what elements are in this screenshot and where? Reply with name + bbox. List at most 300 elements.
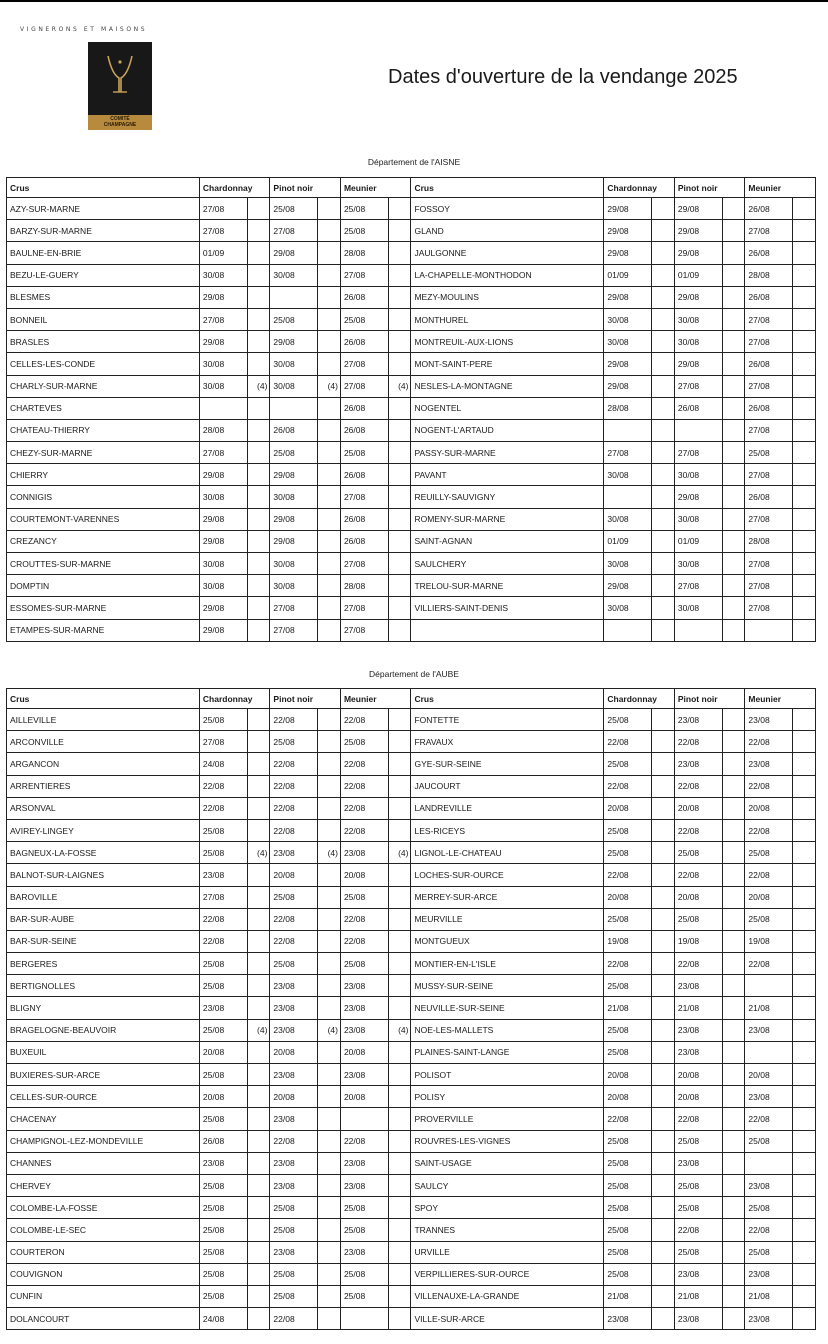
meunier-note	[388, 864, 411, 886]
meunier-date: 22/08	[340, 709, 388, 731]
pinot-note	[318, 864, 341, 886]
table-row	[7, 753, 816, 775]
meunier-date: 26/08	[745, 397, 793, 419]
pinot-note	[722, 1152, 745, 1174]
cru-name: MONT-SAINT-PERE	[411, 353, 604, 375]
meunier-date: 23/08	[340, 1019, 388, 1041]
chardonnay-date: 27/08	[199, 308, 247, 330]
pinot-date: 25/08	[674, 1174, 722, 1196]
pinot-date: 25/08	[674, 1241, 722, 1263]
cru-name: ESSOMES-SUR-MARNE	[7, 597, 200, 619]
chardonnay-date	[604, 486, 652, 508]
meunier-date: 26/08	[340, 286, 388, 308]
pinot-date: 22/08	[674, 819, 722, 841]
chardonnay-date: 29/08	[199, 331, 247, 353]
chardonnay-date: 25/08	[604, 1174, 652, 1196]
cru-name: CUNFIN	[7, 1285, 200, 1307]
cru-name: SAINT-AGNAN	[411, 530, 604, 552]
column-header-crus: Crus	[411, 178, 604, 198]
table-row	[7, 908, 816, 930]
column-header-meunier: Meunier	[745, 689, 816, 709]
meunier-date: 28/08	[340, 242, 388, 264]
meunier-note	[793, 1086, 816, 1108]
chardonnay-note	[247, 331, 270, 353]
meunier-date: 20/08	[745, 797, 793, 819]
chardonnay-note	[652, 419, 675, 441]
cru-name: POLISOT	[411, 1064, 604, 1086]
meunier-note	[793, 1130, 816, 1152]
chardonnay-note	[652, 1064, 675, 1086]
table-row	[7, 842, 816, 864]
meunier-date: 27/08	[745, 508, 793, 530]
pinot-date: 22/08	[270, 1130, 318, 1152]
chardonnay-date: 29/08	[199, 508, 247, 530]
pinot-date: 23/08	[270, 975, 318, 997]
meunier-date: 25/08	[340, 1263, 388, 1285]
pinot-note	[318, 908, 341, 930]
chardonnay-date: 01/09	[604, 530, 652, 552]
meunier-note	[388, 1197, 411, 1219]
pinot-date: 30/08	[674, 553, 722, 575]
cru-name: CHAMPIGNOL-LEZ-MONDEVILLE	[7, 1130, 200, 1152]
meunier-date: 26/08	[745, 242, 793, 264]
chardonnay-note	[652, 1086, 675, 1108]
pinot-note	[722, 597, 745, 619]
cru-name: BAGNEUX-LA-FOSSE	[7, 842, 200, 864]
chardonnay-note	[247, 753, 270, 775]
pinot-note	[318, 1041, 341, 1063]
pinot-note	[722, 997, 745, 1019]
meunier-note	[388, 508, 411, 530]
pinot-date: 25/08	[270, 953, 318, 975]
table-row	[7, 709, 816, 731]
cru-name: URVILLE	[411, 1241, 604, 1263]
cru-name: BEZU-LE-GUERY	[7, 264, 200, 286]
cru-name: FRAVAUX	[411, 731, 604, 753]
table-row	[7, 1130, 816, 1152]
meunier-note	[388, 709, 411, 731]
meunier-note	[793, 353, 816, 375]
meunier-note	[388, 486, 411, 508]
meunier-note	[388, 930, 411, 952]
meunier-note	[793, 597, 816, 619]
chardonnay-note	[652, 619, 675, 641]
meunier-date: 26/08	[340, 419, 388, 441]
chardonnay-note	[247, 1174, 270, 1196]
meunier-date: 22/08	[340, 908, 388, 930]
cru-name: MERREY-SUR-ARCE	[411, 886, 604, 908]
table-row	[7, 1019, 816, 1041]
meunier-date: 27/08	[340, 264, 388, 286]
meunier-note	[793, 375, 816, 397]
chardonnay-note	[247, 997, 270, 1019]
chardonnay-note	[652, 442, 675, 464]
meunier-note	[793, 731, 816, 753]
meunier-date: 28/08	[745, 530, 793, 552]
meunier-note	[388, 1086, 411, 1108]
chardonnay-note	[652, 1197, 675, 1219]
pinot-date: 29/08	[674, 353, 722, 375]
chardonnay-note	[652, 242, 675, 264]
cru-name: MEURVILLE	[411, 908, 604, 930]
cru-name: PROVERVILLE	[411, 1108, 604, 1130]
chardonnay-note	[247, 731, 270, 753]
page-title: Dates d'ouverture de la vendange 2025	[388, 66, 738, 88]
column-header-pinot: Pinot noir	[674, 689, 745, 709]
table-row	[7, 575, 816, 597]
meunier-date: 27/08	[340, 597, 388, 619]
chardonnay-date: 25/08	[604, 1130, 652, 1152]
pinot-note	[318, 419, 341, 441]
cru-name: VILLE-SUR-ARCE	[411, 1308, 604, 1330]
meunier-note	[793, 908, 816, 930]
chardonnay-date: 27/08	[199, 886, 247, 908]
cru-name	[411, 619, 604, 641]
meunier-date: 26/08	[745, 353, 793, 375]
cru-name: BAROVILLE	[7, 886, 200, 908]
table-row	[7, 419, 816, 441]
meunier-date: 23/08	[745, 1086, 793, 1108]
meunier-date: 21/08	[745, 997, 793, 1019]
chardonnay-note	[247, 1219, 270, 1241]
chardonnay-date: 30/08	[199, 264, 247, 286]
pinot-note	[318, 198, 341, 220]
cru-name: BRASLES	[7, 331, 200, 353]
meunier-note	[388, 1174, 411, 1196]
pinot-date: 25/08	[674, 1197, 722, 1219]
pinot-note	[318, 597, 341, 619]
pinot-date: 20/08	[674, 797, 722, 819]
meunier-date: 26/08	[745, 198, 793, 220]
meunier-date: 25/08	[340, 198, 388, 220]
chardonnay-note	[652, 486, 675, 508]
cru-name: MONTHUREL	[411, 308, 604, 330]
chardonnay-date: 22/08	[199, 930, 247, 952]
pinot-date: 23/08	[674, 1263, 722, 1285]
chardonnay-date: 21/08	[604, 1285, 652, 1307]
meunier-date: 23/08	[745, 1019, 793, 1041]
meunier-date: 23/08	[745, 709, 793, 731]
pinot-note	[722, 1241, 745, 1263]
chardonnay-note	[652, 930, 675, 952]
pinot-note	[318, 819, 341, 841]
table-row	[7, 220, 816, 242]
table-row	[7, 1064, 816, 1086]
meunier-date: 27/08	[745, 375, 793, 397]
cru-name: ETAMPES-SUR-MARNE	[7, 619, 200, 641]
pinot-note	[722, 397, 745, 419]
pinot-note	[722, 953, 745, 975]
cru-name: NOGENT-L'ARTAUD	[411, 419, 604, 441]
pinot-date: 25/08	[270, 442, 318, 464]
chardonnay-note	[652, 308, 675, 330]
chardonnay-note	[652, 1263, 675, 1285]
meunier-note	[793, 397, 816, 419]
chardonnay-date: 30/08	[199, 353, 247, 375]
department-label: Département de l'AUBE	[369, 669, 459, 679]
pinot-date: 29/08	[674, 198, 722, 220]
pinot-note	[722, 198, 745, 220]
meunier-note	[388, 975, 411, 997]
cru-name: JAULGONNE	[411, 242, 604, 264]
chardonnay-date: 29/08	[199, 619, 247, 641]
pinot-note	[722, 1108, 745, 1130]
pinot-note	[722, 486, 745, 508]
meunier-date	[340, 1108, 388, 1130]
cru-name: VILLIERS-SAINT-DENIS	[411, 597, 604, 619]
pinot-date: 22/08	[270, 1308, 318, 1330]
meunier-date: 27/08	[745, 575, 793, 597]
column-header-crus: Crus	[7, 178, 200, 198]
pinot-note	[318, 530, 341, 552]
meunier-note	[388, 819, 411, 841]
pinot-note	[722, 1064, 745, 1086]
cru-name: NESLES-LA-MONTAGNE	[411, 375, 604, 397]
meunier-date: 27/08	[340, 553, 388, 575]
meunier-date: 23/08	[745, 753, 793, 775]
pinot-date: 23/08	[270, 1019, 318, 1041]
pinot-date: 29/08	[270, 530, 318, 552]
chardonnay-note	[652, 1041, 675, 1063]
chardonnay-date: 30/08	[604, 597, 652, 619]
pinot-date: 22/08	[674, 1219, 722, 1241]
pinot-note	[318, 1064, 341, 1086]
cru-name: NEUVILLE-SUR-SEINE	[411, 997, 604, 1019]
meunier-date: 25/08	[340, 953, 388, 975]
pinot-date: 30/08	[270, 264, 318, 286]
pinot-note	[318, 397, 341, 419]
chardonnay-date: 30/08	[199, 575, 247, 597]
chardonnay-note	[652, 575, 675, 597]
pinot-note	[318, 308, 341, 330]
pinot-note	[722, 753, 745, 775]
chardonnay-note	[247, 220, 270, 242]
chardonnay-date: 29/08	[604, 198, 652, 220]
pinot-note	[722, 797, 745, 819]
pinot-date: 21/08	[674, 1285, 722, 1307]
cru-name: BUXEUIL	[7, 1041, 200, 1063]
meunier-date: 22/08	[745, 864, 793, 886]
meunier-date: 26/08	[340, 331, 388, 353]
meunier-date: 26/08	[340, 530, 388, 552]
chardonnay-date: 20/08	[604, 886, 652, 908]
chardonnay-note	[652, 198, 675, 220]
chardonnay-date: 30/08	[199, 486, 247, 508]
pinot-note	[318, 1152, 341, 1174]
cru-name: COURTEMONT-VARENNES	[7, 508, 200, 530]
chardonnay-note	[247, 397, 270, 419]
table-row	[7, 886, 816, 908]
header-row	[7, 178, 816, 198]
chardonnay-date: 25/08	[199, 1174, 247, 1196]
meunier-date: 25/08	[745, 842, 793, 864]
pinot-date: 22/08	[270, 908, 318, 930]
table-row	[7, 486, 816, 508]
meunier-date: 22/08	[745, 775, 793, 797]
chardonnay-note	[652, 731, 675, 753]
chardonnay-date: 19/08	[604, 930, 652, 952]
cru-name: SPOY	[411, 1197, 604, 1219]
chardonnay-note	[652, 819, 675, 841]
meunier-date: 25/08	[340, 1285, 388, 1307]
cru-name: COURTERON	[7, 1241, 200, 1263]
meunier-note	[793, 308, 816, 330]
meunier-date: 25/08	[340, 886, 388, 908]
table-row	[7, 597, 816, 619]
table-row	[7, 819, 816, 841]
chardonnay-note	[652, 864, 675, 886]
meunier-date: 21/08	[745, 1285, 793, 1307]
pinot-note	[722, 375, 745, 397]
pinot-note: (4)	[318, 842, 341, 864]
cru-name: COLOMBE-LA-FOSSE	[7, 1197, 200, 1219]
meunier-note	[793, 1241, 816, 1263]
cru-name: ARSONVAL	[7, 797, 200, 819]
chardonnay-date: 27/08	[199, 731, 247, 753]
meunier-note	[793, 220, 816, 242]
meunier-note	[388, 1241, 411, 1263]
meunier-note	[793, 753, 816, 775]
meunier-note: (4)	[388, 375, 411, 397]
pinot-date: 29/08	[674, 486, 722, 508]
pinot-date	[270, 286, 318, 308]
chardonnay-note	[247, 597, 270, 619]
cru-name: FONTETTE	[411, 709, 604, 731]
pinot-note	[722, 464, 745, 486]
chardonnay-note	[247, 1152, 270, 1174]
chardonnay-note	[652, 1130, 675, 1152]
meunier-note	[793, 709, 816, 731]
chardonnay-date: 23/08	[199, 864, 247, 886]
cru-name: AVIREY-LINGEY	[7, 819, 200, 841]
chardonnay-note	[247, 308, 270, 330]
meunier-note	[793, 1041, 816, 1063]
chardonnay-date: 24/08	[199, 1308, 247, 1330]
meunier-note	[793, 797, 816, 819]
chardonnay-note	[247, 442, 270, 464]
cru-name: CELLES-SUR-OURCE	[7, 1086, 200, 1108]
meunier-note	[793, 1285, 816, 1307]
chardonnay-note	[247, 1285, 270, 1307]
meunier-date	[745, 1041, 793, 1063]
pinot-note	[318, 753, 341, 775]
meunier-note	[388, 1219, 411, 1241]
meunier-date: 26/08	[340, 508, 388, 530]
meunier-date	[745, 1152, 793, 1174]
pinot-note	[318, 709, 341, 731]
pinot-note	[318, 1241, 341, 1263]
chardonnay-date: 22/08	[199, 797, 247, 819]
chardonnay-note	[652, 997, 675, 1019]
pinot-date: 20/08	[270, 864, 318, 886]
meunier-date: 23/08	[340, 1064, 388, 1086]
pinot-note	[722, 308, 745, 330]
pinot-date: 29/08	[674, 286, 722, 308]
pinot-note	[722, 1041, 745, 1063]
chardonnay-note	[652, 553, 675, 575]
cru-name: BARZY-SUR-MARNE	[7, 220, 200, 242]
pinot-date: 23/08	[270, 1241, 318, 1263]
pinot-date: 27/08	[270, 597, 318, 619]
chardonnay-date: 24/08	[199, 753, 247, 775]
chardonnay-note	[652, 331, 675, 353]
meunier-note	[793, 886, 816, 908]
cru-name: VERPILLIERES-SUR-OURCE	[411, 1263, 604, 1285]
table-row	[7, 619, 816, 641]
pinot-note	[318, 775, 341, 797]
pinot-note	[318, 797, 341, 819]
chardonnay-note	[652, 908, 675, 930]
pinot-note	[318, 619, 341, 641]
meunier-note	[388, 1308, 411, 1330]
chardonnay-note	[652, 709, 675, 731]
meunier-note	[793, 842, 816, 864]
chardonnay-date: 28/08	[604, 397, 652, 419]
chardonnay-note	[247, 1064, 270, 1086]
cru-name: CROUTTES-SUR-MARNE	[7, 553, 200, 575]
pinot-date: 23/08	[270, 1108, 318, 1130]
pinot-note	[722, 1219, 745, 1241]
pinot-date: 20/08	[674, 886, 722, 908]
pinot-note	[722, 1285, 745, 1307]
meunier-note: (4)	[388, 1019, 411, 1041]
chardonnay-note	[652, 953, 675, 975]
table-row	[7, 353, 816, 375]
cru-name: BERGERES	[7, 953, 200, 975]
chardonnay-date: 23/08	[199, 1152, 247, 1174]
chardonnay-date: 27/08	[199, 198, 247, 220]
logo-line-2: CHAMPAGNE	[103, 121, 137, 128]
comite-champagne-logo	[88, 42, 152, 130]
chardonnay-note	[247, 286, 270, 308]
table-row	[7, 1086, 816, 1108]
chardonnay-date: 28/08	[199, 419, 247, 441]
chardonnay-note	[247, 1086, 270, 1108]
cru-name: BONNEIL	[7, 308, 200, 330]
chardonnay-date: 22/08	[199, 908, 247, 930]
meunier-note	[793, 1064, 816, 1086]
pinot-note	[318, 1219, 341, 1241]
pinot-note	[318, 220, 341, 242]
meunier-note	[388, 464, 411, 486]
chardonnay-note	[652, 530, 675, 552]
meunier-note	[388, 308, 411, 330]
meunier-date: 22/08	[340, 797, 388, 819]
chardonnay-date: 22/08	[604, 1108, 652, 1130]
table-row	[7, 242, 816, 264]
cru-name: COLOMBE-LE-SEC	[7, 1219, 200, 1241]
meunier-date: 25/08	[340, 220, 388, 242]
cru-name: BRAGELOGNE-BEAUVOIR	[7, 1019, 200, 1041]
chardonnay-note	[247, 486, 270, 508]
pinot-note	[318, 1130, 341, 1152]
column-header-crus: Crus	[411, 689, 604, 709]
pinot-note	[722, 220, 745, 242]
chardonnay-date: 25/08	[199, 953, 247, 975]
pinot-note	[318, 930, 341, 952]
chardonnay-date: 22/08	[604, 953, 652, 975]
cru-name: BAR-SUR-AUBE	[7, 908, 200, 930]
table-row	[7, 1152, 816, 1174]
meunier-note	[388, 619, 411, 641]
pinot-note	[722, 530, 745, 552]
meunier-date: 22/08	[340, 930, 388, 952]
pinot-note	[722, 419, 745, 441]
cru-name: LA-CHAPELLE-MONTHODON	[411, 264, 604, 286]
pinot-date: 22/08	[674, 1108, 722, 1130]
meunier-note	[388, 797, 411, 819]
chardonnay-date: 20/08	[604, 1086, 652, 1108]
